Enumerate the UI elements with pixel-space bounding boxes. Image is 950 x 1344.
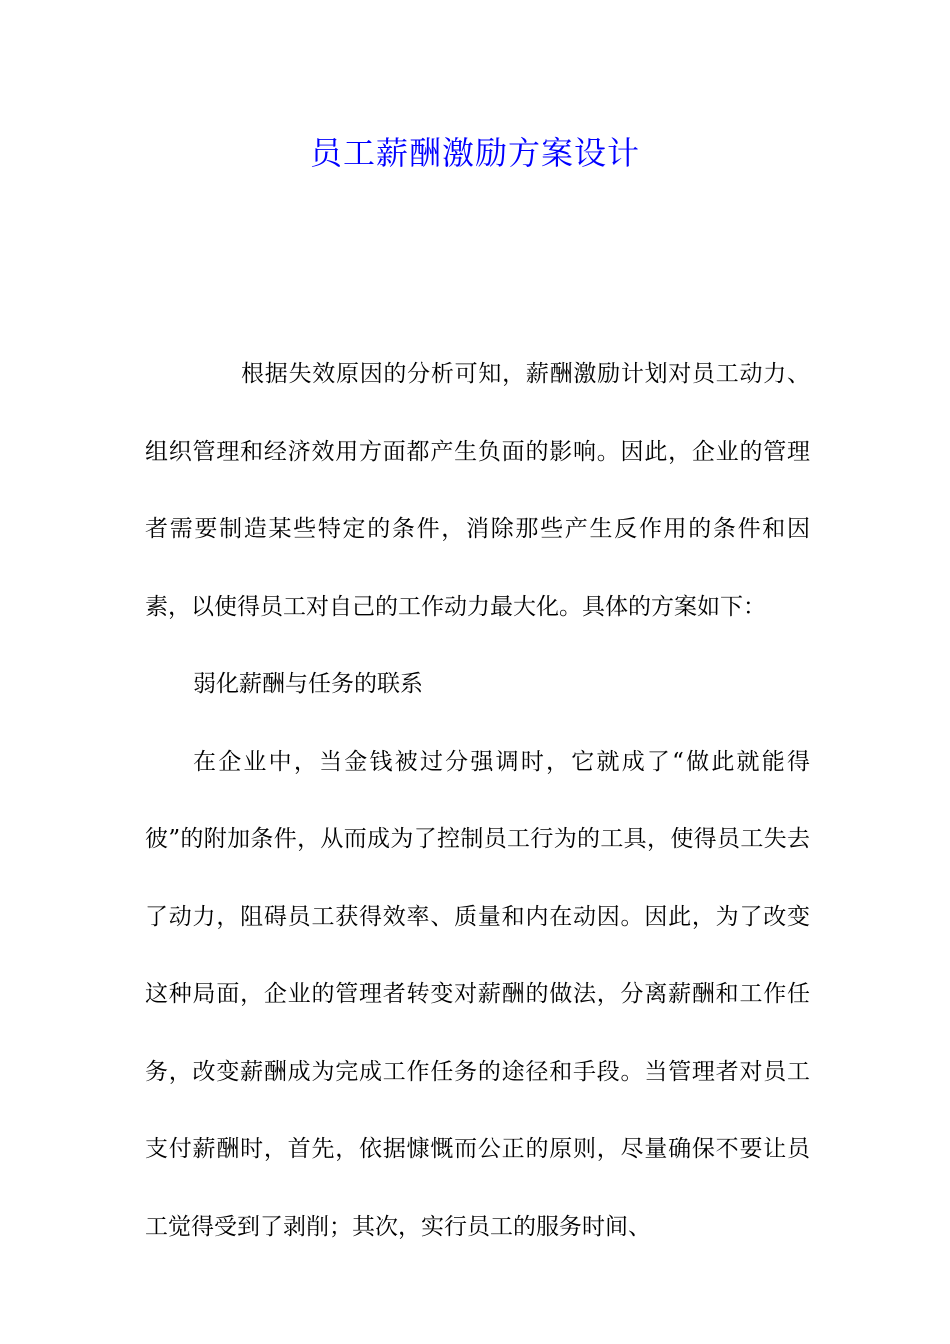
document-body — [145, 336, 810, 1266]
section-heading: 弱化薪酬与任务的联系 — [193, 671, 423, 697]
document-title: 员工薪酬激励方案设计 — [309, 134, 640, 172]
paragraph-section: 在企业中，当金钱被过分强调时，它就成了“做此就能得彼”的附加条件，从而成为了控制员工行为的工具，使得员工失去了动力，阻碍员工获得效率、质量和内在动因。因此，为了改变这种局面，企业的管理者转变对薪酬的做法，分离薪酬和工作任务，改变薪酬成为完成工作任务的途径和手段。当管理者对员工支付薪酬时，首先，依据慷慨而公正的原则，尽量确保不要让员工觉得受到了剥削；其次，实行员工的服务时间、 — [145, 748, 810, 1240]
paragraph-intro: 根据失效原因的分析可知，薪酬激励计划对员工动力、组织管理和经济效用方面都产生负面的影响。因此，企业的管理者需要制造某些特定的条件，消除那些产生反作用的条件和因素，以使得员工对自己的工作动力最大化。具体的方案如下： — [145, 361, 810, 620]
